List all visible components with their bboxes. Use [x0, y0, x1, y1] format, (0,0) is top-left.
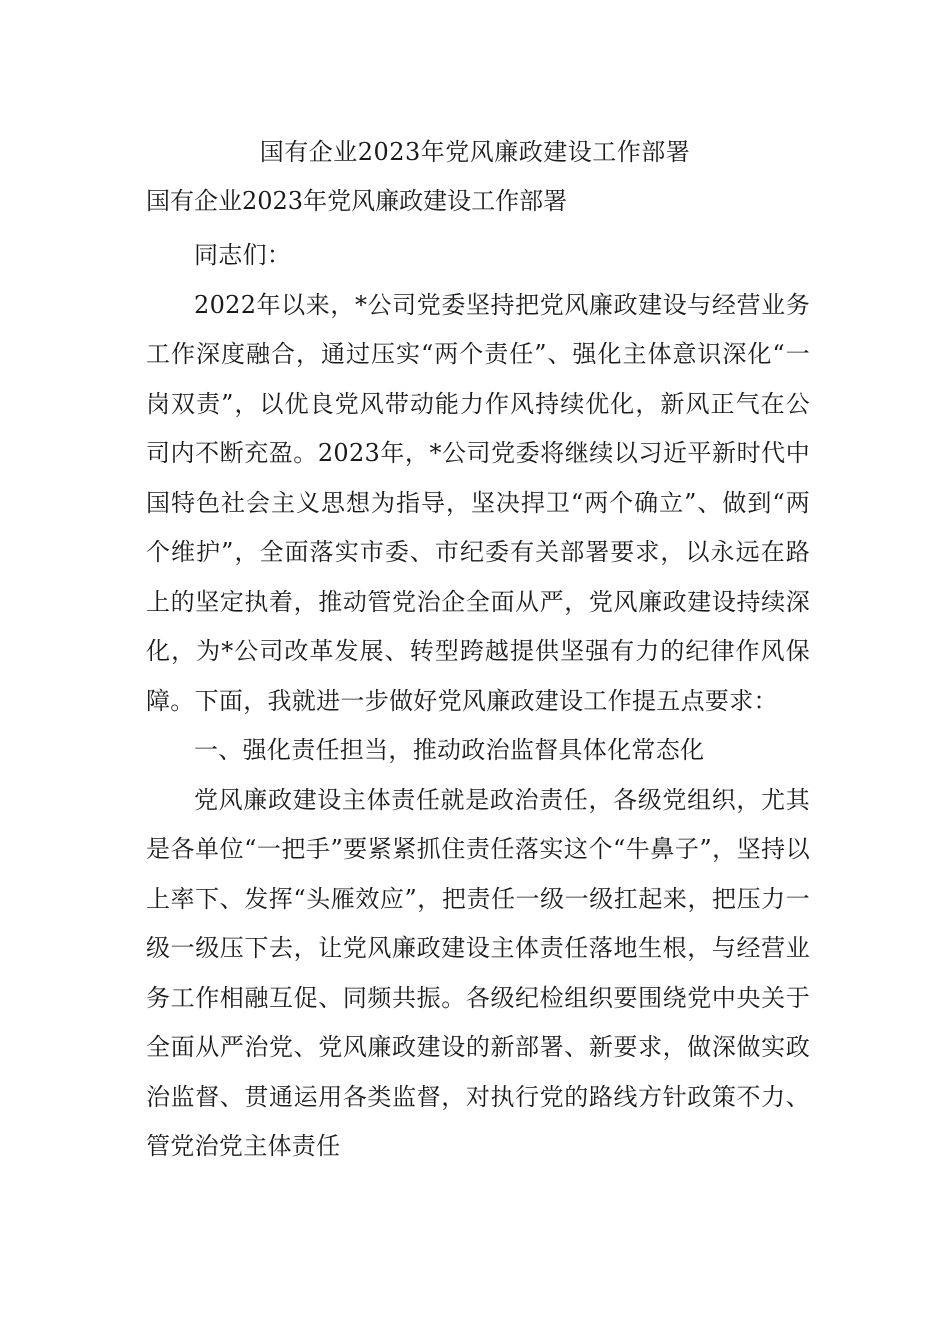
document-subtitle: 国有企业2023年党风廉政建设工作部署: [146, 187, 568, 215]
salutation: 同志们：: [194, 241, 292, 269]
section-1-paragraph: 党风廉政建设主体责任就是政治责任，各级党组织，尤其是各单位“一把手”要紧紧抓住责任落实这个“牛鼻子”，坚持以上率下、发挥“头雁效应”，把责任一级一级扛起来，把压力一级一级压下去，让党风廉政建设主体责任落地生根，与经营业务工作相融互促、同频共振。各级纪检组织要围绕党中央关于全面从严治党、党风廉政建设的新部署、新要求，做深做实政治监督、贯通运用各类监督，对执行党的路线方针政策不力、管党治党主体责任: [146, 785, 810, 1160]
document-body: [146, 231, 810, 1172]
section-1-heading: 一、强化责任担当，推动政治监督具体化常态化: [194, 736, 705, 764]
document-title: 国有企业2023年党风廉政建设工作部署: [259, 138, 691, 166]
intro-paragraph: 2022年以来，*公司党委坚持把党风廉政建设与经营业务工作深度融合，通过压实“两个责任”、强化主体意识深化“一岗双责”，以优良党风带动能力作风持续优化，新风正气在公司内不断充盈。2023年，*公司党委将继续以习近平新时代中国特色社会主义思想为指导，坚决捍卫“两个确立”、做到“两个维护”，全面落实市委、市纪委有关部署要求，以永远在路上的坚定执着，推动管党治企全面从严，党风廉政建设持续深化，为*公司改革发展、转型跨越提供坚强有力的纪律作风保障。下面，我就进一步做好党风廉政建设工作提五点要求：: [146, 290, 810, 715]
